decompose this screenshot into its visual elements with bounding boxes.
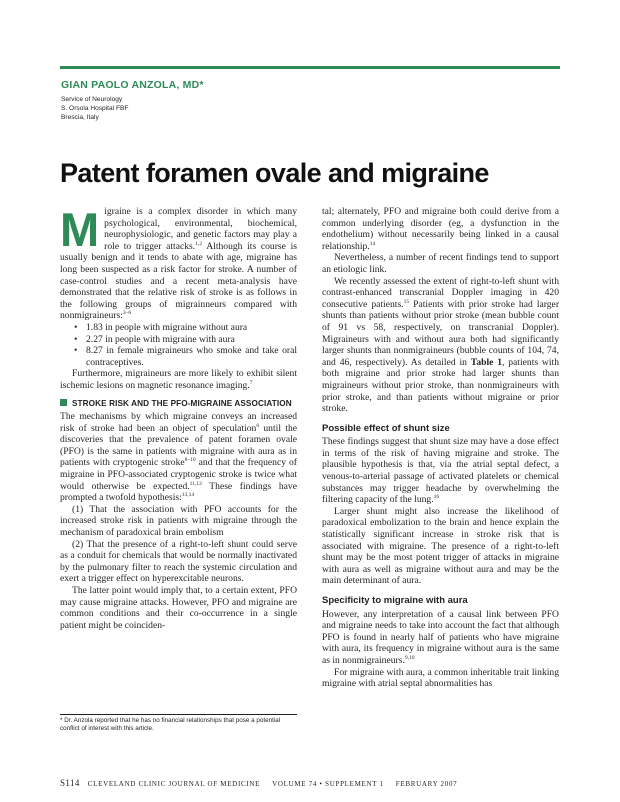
page-footer <box>60 778 457 788</box>
reference-mark: 1,2 <box>195 240 203 247</box>
hypothesis-2: (2) That the presence of a right-to-left shunt could serve as a conduit for chemicals that would be normally inactivated by the pulmonary filter to reach the systemic circulation and exert a trigger effect on hyperexcitable neurons. <box>60 538 297 585</box>
affiliation-line: S. Orsola Hospital FBF <box>61 105 129 112</box>
header-rule <box>60 66 560 69</box>
footnote-mark: * <box>60 717 63 724</box>
body-paragraph: We recently assessed the extent of right-to-left shunt with contrast-enhanced transcranial Doppler imaging in 420 consecutive patients.$^{15}$ Patients with prior stroke had larger shunts than patients without prior stroke (mean bubble count of 91 vs 58, respectively, on transcranial Doppler). Migraineurs with and without aura both had significantly larger shunts than nonmigraineurs (bubble counts of 104, 74, and 46, respectively). As detailed in Table 1, patients with both migraine and prior stroke had larger shunts than migraineurs without prior stroke, than nonmigraineurs with prior stroke, and than patients without migraine or prior stroke. <box>322 275 560 415</box>
issue-date: FEBRUARY 2007 <box>395 780 458 788</box>
list-item: • 2.27 in people with migraine with aura <box>86 334 297 346</box>
body-paragraph: These findings suggest that shunt size may have a dose effect in terms of the risk of having migraine and stroke. The plausible hypothesis is that, via the atrial septal defect, a venous-to-arterial passage of activated platelets or chemical substances may trigger headache by overwhelming the filtering capacity of the lung.$^{16}$ <box>322 436 559 506</box>
reference-mark: 15 <box>403 298 410 305</box>
reference-mark: 11,12 <box>189 480 202 487</box>
relative-risk-list <box>60 322 297 368</box>
body-paragraph: However, any interpretation of a causal link between PFO and migraine needs to take into account the fact that although PFO is found in nearly half of patients who have migraine with aura, its frequency in migraine without aura is the same as in nonmigraineurs.$^{9,10}$ <box>322 608 559 666</box>
reference-mark: 6 <box>256 422 260 429</box>
affiliation-line: Brescia, Italy <box>61 114 99 121</box>
list-item: • 8.27 in female migraineurs who smoke and take oral contraceptives. <box>86 345 297 368</box>
reference-mark: 14 <box>369 240 376 247</box>
reference-mark: 8–10 <box>184 457 196 464</box>
subsection-heading: Possible effect of shunt size <box>322 422 450 434</box>
right-column <box>322 206 559 690</box>
affiliation-line: Service of Neurology <box>61 96 123 103</box>
table-reference: Table 1 <box>470 356 503 368</box>
body-paragraph: The latter point would imply that, to a certain extent, PFO may cause migraine attacks. However, PFO and migraine are common conditions and their co-occurrence in a single patient might be coinciden- <box>60 585 297 631</box>
reference-mark: 3–6 <box>122 310 132 317</box>
body-paragraph: tal; alternately, PFO and migraine both could derive from a common underlying disorder (eg, a dysfunction in the endothelium) without necessarily being linked in a causal relationship.$^{14}$ <box>322 206 559 252</box>
intro-paragraph: Migraine is a complex disorder in which many psychological, environmental, biochemical, neurophysiologic, and genetic factors may play a role to trigger attacks.$^{1,2}$ Although its course is usually benign and it tends to abate with age, migraine has long been suspected as a risk factor for stroke. A number of case-control studies and a recent meta-analysis have demonstrated that the relative risk of stroke is as follows in the following groups of migrainneurs compared with nonmigraineurs:$^{3-6}$ <box>60 203 297 322</box>
body-paragraph: Furthermore, migraineurs are more likely to exhibit silent ischemic lesions on magnetic resonance imaging.$^7$ <box>60 368 297 391</box>
reference-mark: 9,10 <box>404 654 415 661</box>
left-column <box>60 203 297 631</box>
reference-mark: 16 <box>433 494 440 501</box>
section-heading: STROKE RISK AND THE PFO-MIGRAINE ASSOCIATION <box>60 398 297 410</box>
subsection-heading: Specificity to migraine with aura <box>322 595 468 606</box>
drop-cap: M <box>60 203 100 256</box>
body-paragraph: For migraine with aura, a common inheritable trait linking migraine with atrial septal abnormalities has <box>322 666 559 690</box>
author-name: GIAN PAOLO ANZOLA, MD* <box>61 79 204 91</box>
list-item: • 1.83 in people with migraine without aura <box>86 322 297 334</box>
reference-mark: 7 <box>249 379 253 386</box>
body-paragraph: Larger shunt might also increase the likelihood of paradoxical embolization to the brain and hence explain the statistically significant increase in stroke risk that is associated with migraine. The presence of a right-to-left shunt may be the most potent trigger of attacks in migraine with aura as well as migraine without aura and may be the main determinant of aura. <box>322 505 559 587</box>
hypothesis-1: (1) That the association with PFO accounts for the increased stroke risk in patients with migraine through the mechanism of paradoxical brain embolism <box>60 503 297 539</box>
article-title: Patent foramen ovale and migraine <box>60 158 489 188</box>
body-paragraph: The mechanisms by which migraine conveys an increased risk of stroke had been an object of speculation$^6$ until the discoveries that the prevalence of patent foramen ovale (PFO) is the same in patients with migraine with aura as in patients with cryptogenic stroke$^{8-10}$ and that the frequency of migraine in PFO-associated cryptogenic stroke is twice what would otherwise be expected.$^{11,12}$ These findings have prompted a twofold hypothesis:$^{13,14}$ <box>60 411 297 504</box>
square-bullet-icon <box>60 399 67 406</box>
footnote-rule <box>60 714 297 715</box>
body-paragraph: Nevertheless, a number of recent findings tend to support an etiologic link. <box>322 252 559 275</box>
author-affiliation <box>61 95 128 122</box>
page-number: S114 <box>60 778 80 788</box>
reference-mark: 13,14 <box>181 492 195 499</box>
journal-name: CLEVELAND CLINIC JOURNAL OF MEDICINE <box>87 780 261 788</box>
footnote: * Dr. Anzola reported that he has no financial relationships that pose a potential conflict of interest with this article. <box>60 717 281 732</box>
volume-info: VOLUME 74 • SUPPLEMENT 1 <box>272 780 384 788</box>
